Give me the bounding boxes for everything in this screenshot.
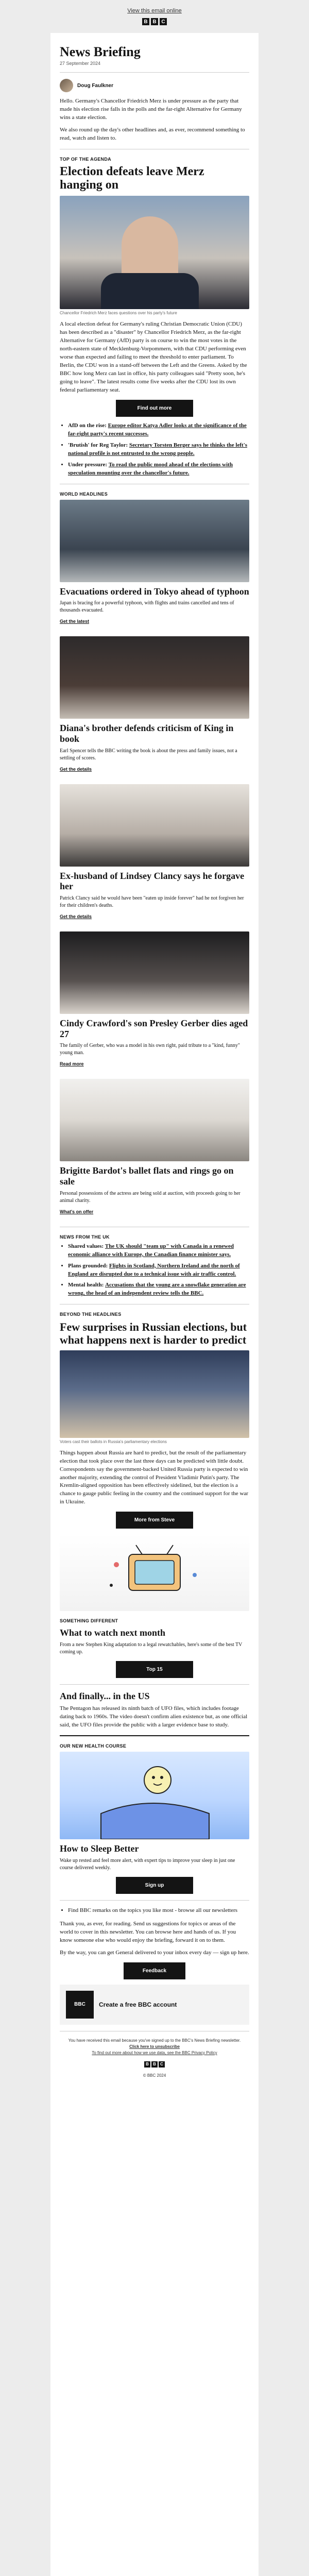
world-story [60, 931, 249, 1072]
intro-paragraph-2: We also round up the day's other headlines and, as ever, recommend something to read, watch and listen to. [60, 126, 245, 141]
world-story [60, 636, 249, 776]
feedback-button[interactable]: Feedback [124, 1962, 185, 1979]
sign-up-button[interactable]: Sign up [116, 1877, 193, 1894]
illustration [60, 1534, 249, 1611]
list-item: • Plans grounded: Flights in Scotland, Northern Ireland and the north of England are disrupted due to a technical issue with air traffic control. [68, 1262, 249, 1279]
lead-bullets [60, 422, 249, 478]
section-label: BEYOND THE HEADLINES [60, 1312, 122, 1317]
world-story [60, 1079, 249, 1219]
newsletter-bullets [60, 1907, 249, 1915]
world-story [60, 784, 249, 924]
promo-text: Create a free BBC account [99, 2001, 177, 2008]
author-name: Doug Faulkner [77, 82, 114, 89]
story-photo[interactable] [60, 1079, 249, 1161]
tv-illustration [60, 1534, 249, 1611]
story-summary: The family of Gerber, who was a model in his own right, paid tribute to a "kind, funny" young man. [60, 1043, 240, 1056]
feedback-paragraph: By the way, you can get General delivered to your inbox every day — sign up here. [60, 1949, 249, 1956]
feature-body: Things happen about Russia are hard to predict, but the result of the parliamentary election that took place over the last three days can be predicted with little doubt. Correspondents say the government-backed United Russia party is expected to win another majority, extending the control of President Vladimir Putin's party. The Kremlin-aligned opposition has been effectively sidelined, but the election is a chance to gauge public feeling in the country and the continued support for the war in Ukraine. [60, 1449, 248, 1505]
section-label: SOMETHING DIFFERENT [60, 1618, 118, 1624]
list-item: • Under pressure: To read the public mood ahead of the elections with speculation mounting over the chancellor's future. [68, 461, 249, 478]
date-line: 27 September 2024 [60, 61, 101, 66]
story-headline[interactable]: Diana's brother defends criticism of King in book [60, 723, 234, 744]
author-byline [60, 79, 249, 92]
photo-caption: Voters cast their ballots in Russia's parliamentary elections [60, 1439, 167, 1444]
email-topbar [0, 0, 309, 33]
bbc-logo: B B C [142, 18, 167, 25]
top-15-button[interactable]: Top 15 [116, 1661, 193, 1678]
footer-logo: B B C [60, 2061, 249, 2067]
finally-body: The Pentagon has released its ninth batch of UFO files, which includes footage dating back to 1960s. The video doesn't confirm alien existence but, as one official said, the UFO files provide the public with a larger evidence base to study. [60, 1705, 248, 1728]
divider [60, 72, 249, 73]
feature-photo[interactable] [60, 1350, 249, 1438]
divider [60, 1900, 249, 1901]
find-out-more-button[interactable]: Find out more [116, 400, 193, 417]
photo-caption: Chancellor Friedrich Merz faces questions over his party's future [60, 311, 177, 316]
feedback-paragraph: Thank you, as ever, for reading. Send us suggestions for topics or areas of the world to cover in this newsletter. You can browse here and hands of us. If you know someone else who would enjoy the briefing, forward it on to them. [60, 1921, 236, 1943]
list-item[interactable]: • Find BBC remarks on the topics you like most - browse all our newsletters [68, 1907, 249, 1915]
story-summary: Patrick Clancy said he would have been "eaten up inside forever" had he not forgiven her for their children's deaths. [60, 895, 244, 908]
story-link[interactable]: Get the latest [60, 619, 90, 624]
lead-body: A local election defeat for Germany's ruling Christian Democratic Union (CDU) has been described as a "disaster" by Chancellor Friedrich Merz, as the far-right Alternative for Germany (AfD) party is on course to win the most votes in the north-eastern state of Mecklenburg-Vorpommern, with that CDU performing even worse than expected and failing to meet the threshold to enter parliament. To Berlin, the CDU won in a stand-off between the Left and the Greens. Asked by the BBC how long Merz can last in office, his party colleagues said "Pretty soon, he's going to leave". The latest results come five weeks after the CDU lost its own federal parliamentary seat. [60, 321, 247, 393]
copyright: © BBC 2024 [143, 2073, 166, 2078]
bbc-account-promo[interactable] [60, 1985, 249, 2025]
world-story [60, 500, 249, 630]
health-illustration [60, 1752, 249, 1839]
story-link[interactable]: Get the details [60, 913, 92, 919]
unsubscribe-link[interactable]: Click here to unsubscribe [129, 2044, 180, 2049]
story-headline[interactable]: Ex-husband of Lindsey Clancy says he forgave her [60, 870, 245, 892]
uk-bullets [60, 1243, 249, 1298]
story-summary: Japan is bracing for a powerful typhoon, with flights and trains cancelled and tens of thousands evacuated. [60, 600, 234, 614]
story-photo[interactable] [60, 931, 249, 1014]
divider [60, 1684, 249, 1685]
story-headline[interactable]: Cindy Crawford's son Presley Gerber dies aged 27 [60, 1018, 248, 1039]
story-link[interactable]: What's on offer [60, 1209, 94, 1214]
footer-why: You have received this email because you've signed up to the BBC's News Briefing newsletter. [68, 2038, 241, 2043]
finally-headline[interactable]: And finally... in the US [60, 1690, 150, 1701]
privacy-link[interactable]: To find out more about how we use data, see the BBC Privacy Policy [92, 2050, 217, 2055]
story-headline[interactable]: Brigitte Bardot's ballet flats and rings go on sale [60, 1165, 234, 1187]
feature-headline[interactable]: Few surprises in Russian elections, but what happens next is harder to predict [60, 1320, 247, 1346]
sleep-illustration [60, 1752, 249, 1839]
story-photo[interactable] [60, 500, 249, 582]
lead-photo[interactable] [60, 196, 249, 309]
avatar [60, 79, 73, 92]
promo-logo: BBC [66, 1991, 94, 2019]
section-label: NEWS FROM THE UK [60, 1234, 110, 1240]
story-headline[interactable]: Evacuations ordered in Tokyo ahead of typhoon [60, 586, 249, 597]
view-online-link[interactable]: View this email online [127, 8, 182, 14]
story-photo[interactable] [60, 636, 249, 719]
story-photo[interactable] [60, 784, 249, 867]
list-item: • Shared values: The UK should "team up" with Canada in a renewed economic alliance with Europe, the Canadian finance minister says. [68, 1243, 249, 1259]
newsletter-body [50, 33, 259, 2576]
lead-headline[interactable]: Election defeats leave Merz hanging on [60, 164, 204, 192]
section-label: WORLD HEADLINES [60, 491, 108, 497]
course-summary: Wake up rested and feel more alert, with expert tips to improve your sleep in just one course delivered weekly. [60, 1858, 235, 1871]
story-summary: Earl Spencer tells the BBC writing the book is about the press and family issues, not a settling of scores. [60, 748, 237, 761]
list-item: • Mental health: Accusations that the young are a snowflake generation are wrong, the head of an independent review tells the BBC. [68, 1281, 249, 1298]
intro-paragraph: Hello. Germany's Chancellor Friedrich Merz is under pressure as the party that made his election rise falls in the polls and the far-right Alternative for Germany wins a state election. [60, 98, 242, 121]
list-item: • 'Brutish' for Reg Taylor: Secretary Torsten Berger says he thinks the left's national profile is not entrusted to the wrong people. [68, 442, 249, 458]
story-link[interactable]: Read more [60, 1061, 84, 1067]
course-headline[interactable]: How to Sleep Better [60, 1843, 139, 1854]
page-title: News Briefing [60, 44, 141, 59]
story-summary: Personal possessions of the actress are being sold at auction, with proceeds going to her animal charity. [60, 1190, 241, 1204]
more-from-button[interactable]: More from Steve [116, 1512, 193, 1529]
section-label: OUR NEW HEALTH COURSE [60, 1743, 127, 1749]
watch-headline[interactable]: What to watch next month [60, 1628, 165, 1638]
watch-summary: From a new Stephen King adaptation to a legal rewatchables, here's some of the best TV coming up. [60, 1641, 243, 1655]
list-item: • AfD on the rise: Europe editor Katya Adler looks at the significance of the far-right party's recent successes. [68, 422, 249, 438]
divider [60, 1735, 249, 1736]
story-link[interactable]: Get the details [60, 766, 92, 772]
section-label: TOP OF THE AGENDA [60, 156, 111, 162]
